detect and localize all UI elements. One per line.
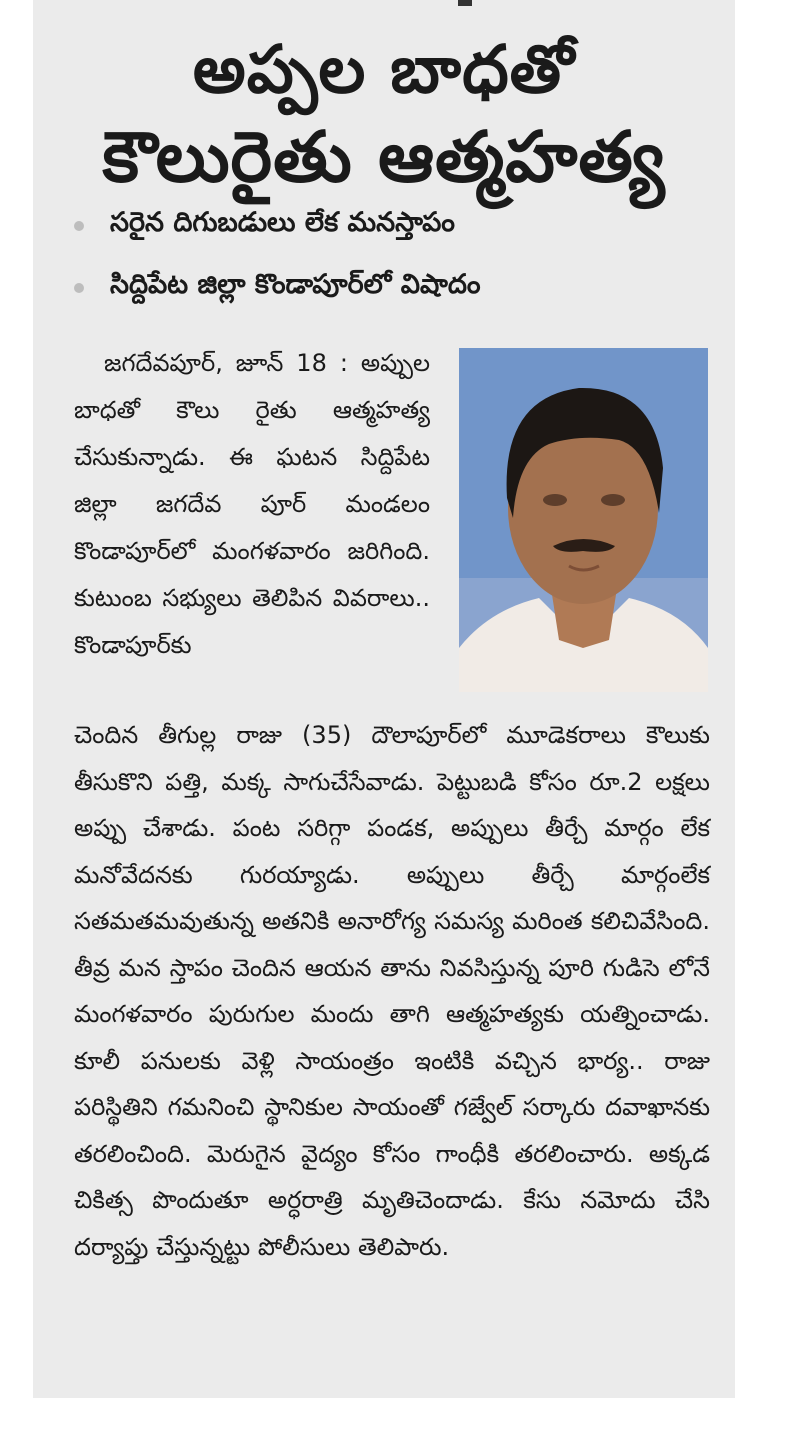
subhead-1 (74, 206, 455, 246)
subhead-2 (74, 268, 481, 308)
bullet-dot-icon (74, 283, 84, 293)
bullet-dot-icon (74, 221, 84, 231)
headline-line-1: అప్పల బాధతో (192, 31, 576, 108)
headline-line-2: కౌలురైతు ఆత్మహత్య (102, 116, 666, 198)
article-body-part-1: జగదేవపూర్, జూన్ 18 : అప్పుల బాధతో కౌలు రైతు ఆత్మహత్య చేసుకున్నాడు. ఈ ఘటన సిద్దిపేట జిల్లా జగదేవ పూర్ మండలం కొండాపూర్‌లో మంగళవారం జరిగింది. కుటుంబ సభ్యులు తెలిపిన వివరాలు.. కొండాపూర్‌కు (74, 349, 430, 659)
farmer-photo (459, 348, 708, 692)
article-body-part-2: చెందిన తీగుల్ల రాజు (35) దౌలాపూర్‌లో మూడెకరాలు కౌలుకు తీసుకొని పత్తి, మక్క సాగుచేసేవాడు. పెట్టుబడి కోసం రూ.2 లక్షలు అప్పు చేశాడు. పంట సరిగ్గా పండక, అప్పులు తీర్చే మార్గం లేక మనోవేదనకు గురయ్యాడు. అప్పులు తీర్చే మార్గంలేక సతమతమవుతున్న అతనికి అనారోగ్య సమస్య మరింత కలిచివేసింది. తీవ్ర మన స్తాపం చెందిన ఆయన తాను నివసిస్తున్న పూరి గుడిసె లోనే మంగళవారం పురుగుల మందు తాగి ఆత్మహత్యకు యత్నించాడు. కూలీ పనులకు వెళ్లి సాయంత్రం ఇంటికి వచ్చిన భార్య.. రాజు పరిస్థితిని గమనించి స్థానికుల సాయంతో గజ్వేల్ సర్కారు దవాఖానకు తరలించింది. మెరుగైన వైద్యం కోసం గాంధీకి తరలించారు. అక్కడ చికిత్స పొందుతూ అర్ధరాత్రి మృతిచెందాడు. కేసు నమోదు చేసి దర్యాప్తు చేస్తున్నట్టు పోలీసులు తెలిపారు. (74, 721, 710, 1261)
subhead-2-text: సిద్దిపేట జిల్లా కొండాపూర్‌లో విషాదం (110, 269, 481, 300)
portrait-image (459, 348, 708, 692)
subhead-1-text: సరైన దిగుబడులు లేక మనస్తాపం (110, 207, 455, 238)
print-mark (458, 0, 472, 6)
